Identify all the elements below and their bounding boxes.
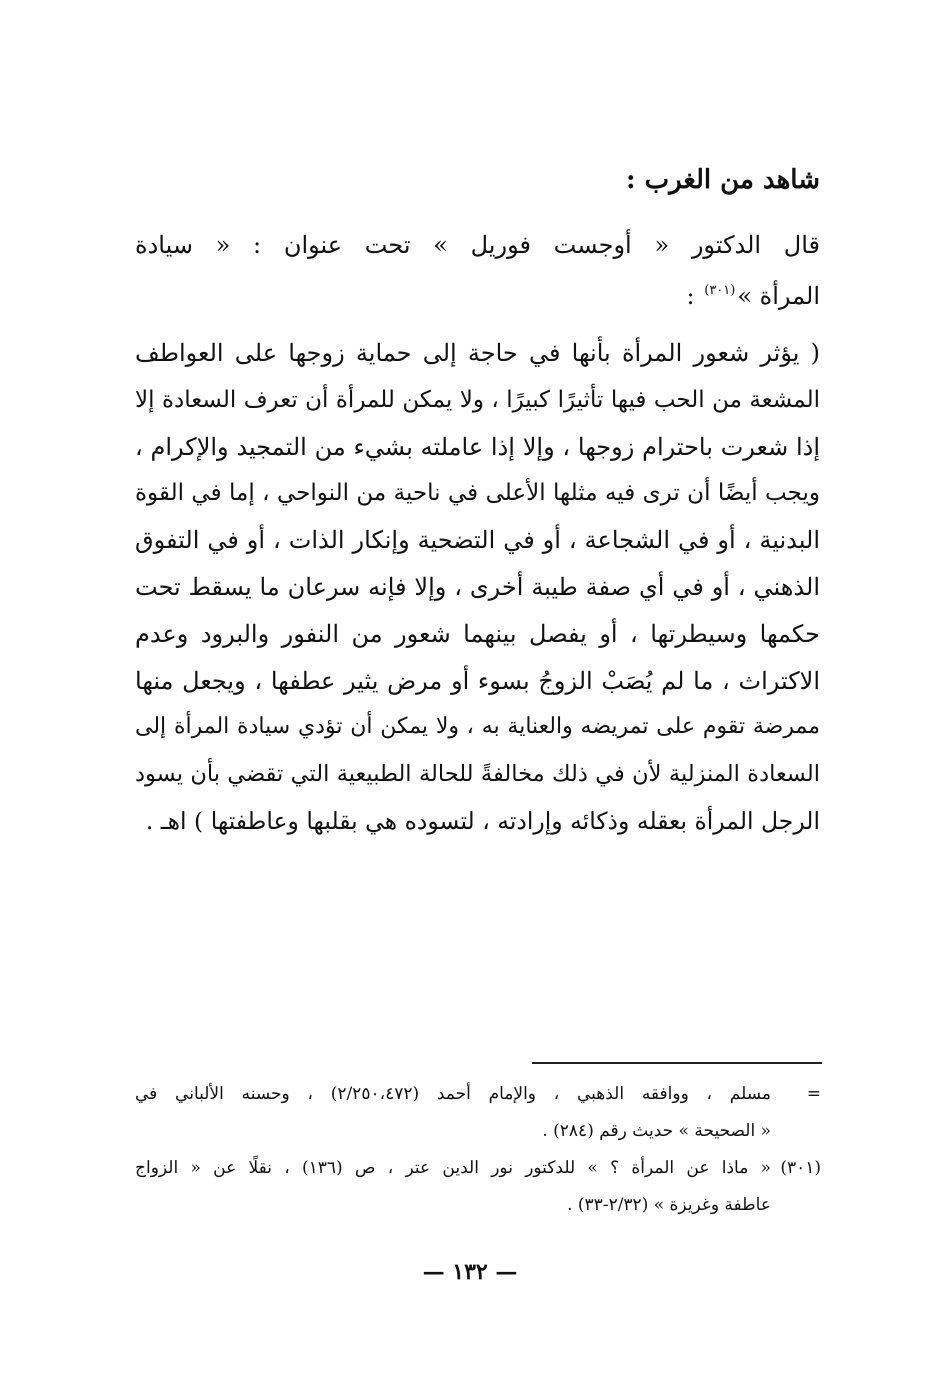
quoted-paragraph	[135, 330, 820, 845]
footnote-line: مسلم ، ووافقه الذهبي ، والإمام أحمد (٢/٢٥٠،٤٧٢) ، وحسنه الألباني في	[135, 1084, 771, 1104]
quote-line: المشعة من الحب فيها تأثيرًا كبيرًا ، ولا يمكن للمرأة أن تعرف السعادة إلا	[135, 386, 820, 413]
footnote-line: « الصحيحة » حديث رقم (٢٨٤) .	[542, 1121, 771, 1141]
quote-line: ( يؤثر شعور المرأة بأنها في حاجة إلى حماية زوجها على العواطف	[135, 339, 820, 367]
quote-line: السعادة المنزلية لأن في ذلك مخالفةً للحالة الطبيعية التي تقضي بأن يسود	[135, 761, 820, 788]
quote-line: إذا شعرت باحترام زوجها ، وإلا إذا عاملته بشيء من التمجيد والإكرام ،	[135, 432, 820, 461]
footnote-line: « ماذا عن المرأة ؟ » للدكتور نور الدين عتر ، ص (١٣٦) ، نقلًا عن « الزواج	[135, 1158, 771, 1178]
intro-paragraph	[135, 222, 820, 319]
footnote-line: عاطفة وغريزة » (٢/٣٢-٣٣) .	[567, 1195, 771, 1215]
intro-line	[135, 268, 820, 319]
intro-text: المرأة »	[737, 282, 820, 310]
footnote-separator	[532, 1062, 822, 1064]
quote-line: الرجل المرأة بعقله وذكائه وإرادته ، لتسوده هي بقلبها وعاطفتها ) اهـ .	[145, 806, 820, 835]
quote-line: الذهني ، أو في أي صفة طيبة أخرى ، وإلا فإنه سرعان ما يسقط تحت	[135, 572, 820, 601]
footnote-marker: (٣٠١)	[780, 1158, 821, 1178]
footnote-301	[135, 1150, 823, 1224]
quote-line: ممرضة تقوم على تمريضه والعناية به ، ولا يمكن أن تؤدي سيادة المرأة إلى	[135, 714, 820, 740]
intro-line: قال الدكتور « أوجست فوريل » تحت عنوان : « سيادة	[135, 231, 820, 259]
footnotes	[135, 1076, 823, 1224]
quote-line: الاكتراث ، ما لم يُصَبْ الزوجُ بسوء أو مرض يثير عطفها ، ويجعل منها	[135, 666, 820, 695]
footnote-continuation	[135, 1076, 823, 1150]
quote-line: حكمها وسيطرتها ، أو يفصل بينهما شعور من النفور والبرود وعدم	[135, 619, 820, 648]
footnote-marker: =	[806, 1084, 821, 1104]
intro-colon: :	[686, 282, 703, 310]
section-heading: شاهد من الغرب :	[625, 165, 820, 195]
page-number: — ١٣٢ —	[422, 1259, 518, 1285]
footnote-reference: (٣٠١)	[704, 283, 736, 298]
quote-line: ويجب أيضًا أن ترى فيه مثلها الأعلى في ناحية من النواحي ، إما في القوة	[135, 480, 820, 507]
quote-line: البدنية ، أو في الشجاعة ، أو في التضحية وإنكار الذات ، أو في التفوق	[135, 526, 820, 555]
